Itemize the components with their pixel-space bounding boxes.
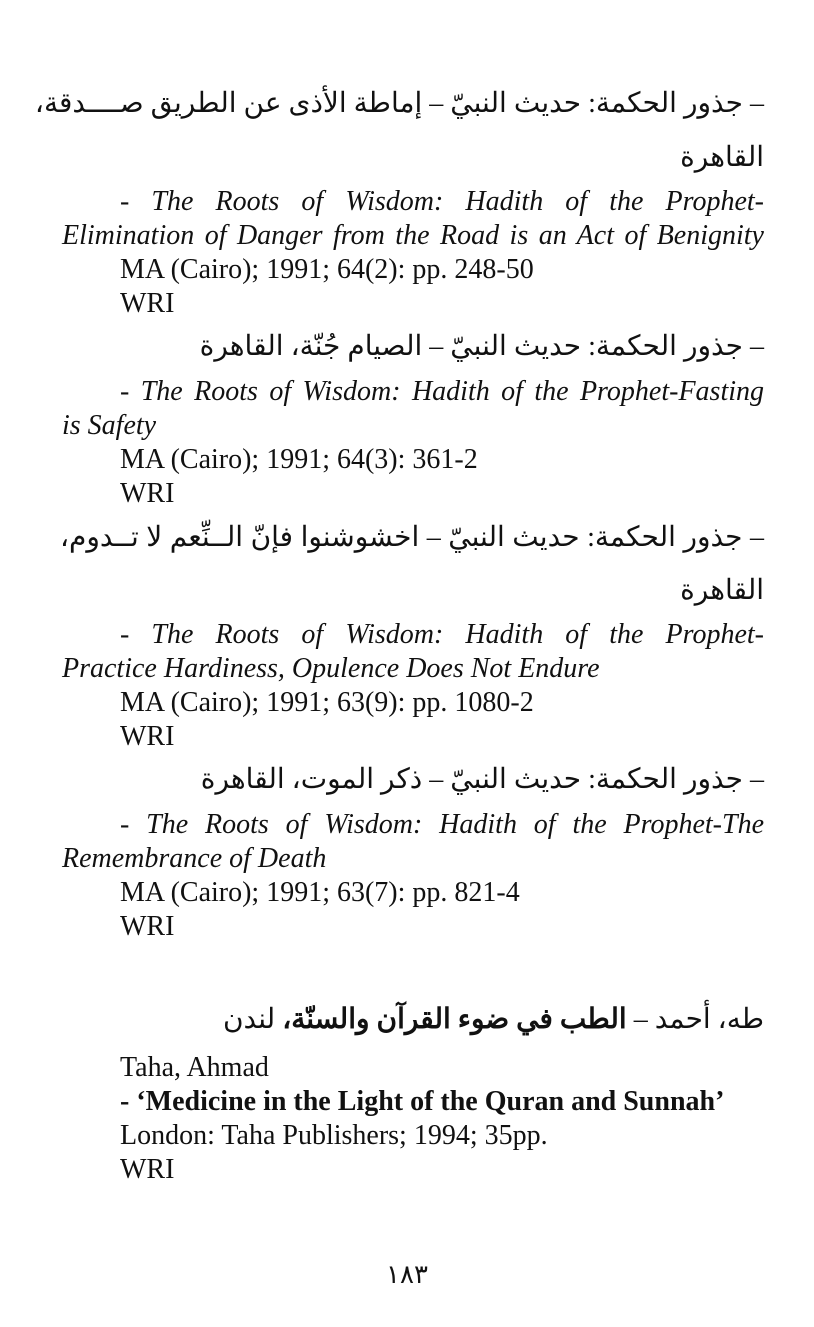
entry-2-title-line2: is Safety bbox=[62, 410, 157, 441]
entry-2-title-line1: - The Roots of Wisdom: Hadith of the Prophet-Fasting bbox=[120, 376, 764, 407]
entry-5-author: Taha, Ahmad bbox=[120, 1052, 269, 1083]
entry-4-citation: MA (Cairo); 1991; 63(7): pp. 821-4 bbox=[120, 877, 520, 908]
entry-4-title-line1: - The Roots of Wisdom: Hadith of the Prophet-The bbox=[120, 809, 764, 840]
entry-5-title: - ‘Medicine in the Light of the Quran and Sunnah’ bbox=[120, 1086, 725, 1117]
entry-4-title-line2: Remembrance of Death bbox=[62, 843, 327, 874]
entry-3-citation: MA (Cairo); 1991; 63(9): pp. 1080-2 bbox=[120, 687, 534, 718]
entry-3-title-line1: - The Roots of Wisdom: Hadith of the Prophet- bbox=[120, 619, 764, 650]
entry-2-arabic-title: – جذور الحكمة: حديث النبيّ – الصيام جُنّة، القاهرة bbox=[199, 331, 764, 362]
entry-5-arabic-heading bbox=[223, 1000, 764, 1040]
entry-2-source: WRI bbox=[120, 478, 175, 509]
entry-3-title-line2: Practice Hardiness, Opulence Does Not Endure bbox=[62, 653, 600, 684]
entry-2-citation: MA (Cairo); 1991; 64(3): 361-2 bbox=[120, 444, 478, 475]
entry-1-title-line1: - The Roots of Wisdom: Hadith of the Prophet- bbox=[120, 186, 764, 217]
entry-4-arabic-title: – جذور الحكمة: حديث النبيّ – ذكر الموت، القاهرة bbox=[200, 764, 764, 795]
entry-5-source: WRI bbox=[120, 1154, 175, 1185]
entry-3-arabic-place: القاهرة bbox=[680, 575, 764, 606]
entry-1-citation: MA (Cairo); 1991; 64(2): pp. 248-50 bbox=[120, 254, 534, 285]
entry-5-arabic-place: لندن bbox=[222, 1004, 276, 1035]
entry-5-arabic-author: طه، أحمد – bbox=[633, 1004, 764, 1035]
entry-4-source: WRI bbox=[120, 911, 175, 942]
entry-5-arabic-title: الطب في ضوء القرآن والسنّة، bbox=[282, 1004, 627, 1035]
entry-1-arabic-place: القاهرة bbox=[680, 142, 764, 173]
entry-1-source: WRI bbox=[120, 288, 175, 319]
entry-3-arabic-title: – جذور الحكمة: حديث النبيّ – اخشوشنوا فإنّ الــنِّعم لا تــدوم، bbox=[60, 522, 764, 553]
page-number: ١٨٣ bbox=[386, 1260, 428, 1289]
entry-3-source: WRI bbox=[120, 721, 175, 752]
entry-1-title-line2: Elimination of Danger from the Road is an Act of Benignity bbox=[62, 220, 764, 251]
entry-1-arabic-title: – جذور الحكمة: حديث النبيّ – إماطة الأذى عن الطريق صــــدقة، bbox=[34, 88, 764, 119]
entry-5-publication: London: Taha Publishers; 1994; 35pp. bbox=[120, 1120, 548, 1151]
